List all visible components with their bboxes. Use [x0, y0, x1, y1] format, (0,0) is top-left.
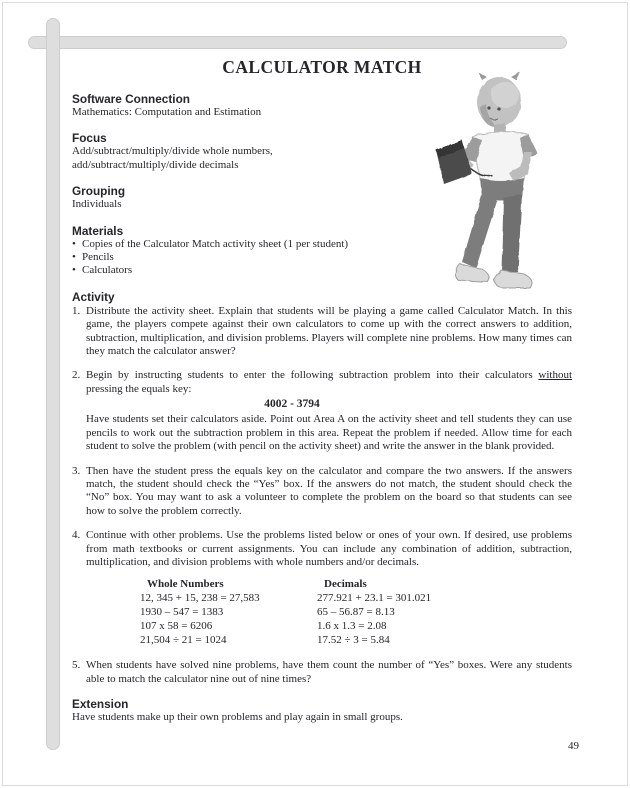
problem-row: 277.921 + 23.1 = 301.021: [317, 592, 432, 605]
materials-item-text: Calculators: [82, 264, 133, 277]
activity-heading: Activity: [72, 289, 115, 304]
section-software-connection: [72, 92, 572, 119]
step-number: 2.: [72, 369, 81, 382]
step-text: [86, 369, 572, 396]
problems-table: [140, 578, 572, 647]
section-materials: [72, 224, 572, 278]
step-text: Continue with other problems. Use the problems listed below or ones of your own. If desired, use problems from math textbooks or current assignments. You can include any combination of addition, subtraction, multiplication, and division problems with whole numbers and/or decimals.: [86, 529, 572, 568]
problem-row: 1.6 x 1.3 = 2.08: [317, 619, 387, 632]
extension-heading: Extension: [72, 697, 129, 712]
page-number: 49: [568, 740, 579, 752]
activity-step-4: [72, 529, 572, 569]
step-text: Have students set their calculators aside. Point out Area A on the activity sheet and tell students they can use pencils to work out the subtraction problem in this area. Repeat the problem if needed. Allow time for each student to solve the problem (with pencil on the activity sheet) and write the answer in the blank provided.: [86, 413, 572, 453]
bullet-icon: •: [72, 264, 76, 277]
whole-numbers-column: [140, 578, 317, 647]
section-focus: [72, 131, 572, 172]
focus-heading: Focus: [72, 131, 107, 146]
step-number: 5.: [72, 659, 81, 672]
section-extension: [72, 697, 572, 724]
step-number: 3.: [72, 464, 81, 477]
step-number: 1.: [72, 304, 81, 317]
bullet-icon: •: [72, 237, 76, 250]
materials-item: [72, 238, 572, 251]
software-connection-text: Mathematics: Computation and Estimation: [72, 106, 262, 118]
problem-row: 17.52 ÷ 3 = 5.84: [317, 633, 390, 646]
focus-line: add/subtract/multiply/divide decimals: [72, 158, 239, 171]
section-grouping: [72, 184, 572, 211]
materials-item-text: Pencils: [82, 251, 114, 264]
problem-row: 12, 345 + 15, 238 = 27,583: [140, 592, 260, 605]
page-content: [72, 57, 572, 737]
underlined-word: without: [538, 369, 573, 382]
software-connection-heading: Software Connection: [72, 92, 190, 106]
bullet-icon: •: [72, 251, 76, 264]
materials-item: [72, 251, 572, 264]
grouping-heading: Grouping: [72, 184, 126, 199]
materials-item: [72, 264, 572, 277]
step-number: 4.: [72, 529, 81, 542]
decimals-column: [317, 578, 431, 647]
easel-vertical-bar: [46, 18, 60, 750]
step-text: Then have the student press the equals key on the calculator and compare the two answers. If the answers match, the student should check the “Yes” box. If the answers do not match, the student should check the “No” box. You may want to ask a volunteer to complete the problem on the board so that students can see how to solve the problem correctly.: [86, 464, 572, 517]
easel-horizontal-bar: [28, 36, 567, 49]
whole-numbers-header: Whole Numbers: [147, 578, 224, 591]
extension-text: Have students make up their own problems and play again in small groups.: [72, 711, 403, 724]
step-text: When students have solved nine problems, have them count the number of “Yes” boxes. Were any students able to match the calculator nine out of nine times?: [86, 659, 572, 685]
decimals-header: Decimals: [324, 578, 367, 591]
step-text: Distribute the activity sheet. Explain that students will be playing a game called Calculator Match. In this game, the players compete against their own calculators to come up with the correct answers to addition, subtraction, multiplication, and division problems. Players will complete nine problems. How many times can they match the calculator answer?: [86, 304, 572, 358]
problem-row: 65 – 56.87 = 8.13: [317, 605, 395, 618]
problem-row: 1930 – 547 = 1383: [140, 605, 224, 618]
activity-step-2: [72, 369, 572, 453]
activity-step-3: [72, 465, 572, 519]
section-activity: [72, 290, 572, 686]
page-title: CALCULATOR MATCH: [222, 57, 422, 77]
subtraction-problem: 4002 - 3794: [264, 398, 320, 411]
materials-heading: Materials: [72, 223, 124, 238]
step-text-part: Begin by instructing students to enter the following subtraction problem into their calculators: [86, 369, 533, 382]
grouping-text: Individuals: [72, 198, 122, 211]
problem-row: 21,504 ÷ 21 = 1024: [140, 633, 227, 646]
problem-row: 107 x 58 = 6206: [140, 619, 213, 632]
focus-line: Add/subtract/multiply/divide whole numbers,: [72, 145, 273, 158]
activity-step-1: [72, 305, 572, 359]
step-text-part: pressing the equals key:: [86, 382, 192, 395]
materials-item-text: Copies of the Calculator Match activity sheet (1 per student): [82, 237, 349, 250]
activity-step-5: [72, 659, 572, 686]
